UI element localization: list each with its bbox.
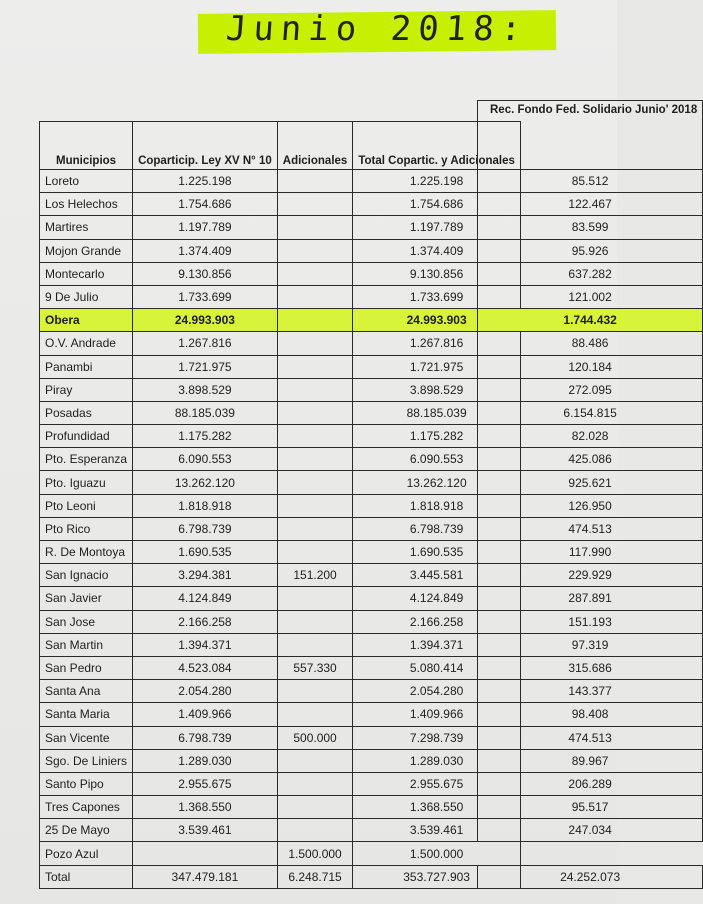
table-row (40, 796, 521, 819)
cell-total: 2.054.280 (353, 680, 521, 703)
cell-copart: 1.289.030 (133, 749, 278, 772)
cell-total: 3.539.461 (353, 819, 521, 842)
table-row (40, 726, 521, 749)
cell-municipio: Mojon Grande (40, 239, 133, 262)
cell-copart: 3.294.381 (133, 564, 278, 587)
side-row (478, 680, 703, 703)
table-row (40, 819, 521, 842)
cell-fondo: 272.095 (478, 378, 703, 401)
cell-adicionales: 557.330 (277, 656, 353, 679)
header-fondo: Rec. Fondo Fed. Solidario Junio' 2018 (478, 101, 703, 170)
cell-total: 1.394.371 (353, 633, 521, 656)
cell-adicionales (277, 471, 353, 494)
cell-fondo: 88.486 (478, 332, 703, 355)
table-row (40, 865, 521, 888)
cell-copart: 3.539.461 (133, 819, 278, 842)
cell-fondo: 315.686 (478, 656, 703, 679)
cell-fondo: 425.086 (478, 448, 703, 471)
cell-adicionales (277, 239, 353, 262)
table-row (40, 170, 521, 193)
page-title: Junio 2018: (224, 9, 530, 49)
side-row (478, 819, 703, 842)
table-row (40, 378, 521, 401)
side-row (478, 517, 703, 540)
cell-total: 1.733.699 (353, 285, 521, 308)
side-row (478, 425, 703, 448)
cell-copart: 6.090.553 (133, 448, 278, 471)
cell-total: 1.374.409 (353, 239, 521, 262)
table-row (40, 703, 521, 726)
table-row (40, 193, 521, 216)
cell-fondo: 95.517 (478, 796, 703, 819)
cell-fondo: 151.193 (478, 610, 703, 633)
side-row (478, 193, 703, 216)
cell-total: 9.130.856 (353, 262, 521, 285)
cell-adicionales (277, 587, 353, 610)
cell-total: 1.175.282 (353, 425, 521, 448)
table-row (40, 332, 521, 355)
cell-adicionales (277, 285, 353, 308)
cell-adicionales (277, 425, 353, 448)
cell-fondo: 126.950 (478, 494, 703, 517)
cell-adicionales (277, 772, 353, 795)
cell-total: 3.898.529 (353, 378, 521, 401)
cell-copart: 1.267.816 (133, 332, 278, 355)
cell-total: 4.124.849 (353, 587, 521, 610)
cell-copart: 2.955.675 (133, 772, 278, 795)
cell-municipio: Obera (40, 309, 133, 332)
cell-municipio: Martires (40, 216, 133, 239)
cell-municipio: Pto. Esperanza (40, 448, 133, 471)
cell-total: 1.267.816 (353, 332, 521, 355)
cell-copart: 6.798.739 (133, 517, 278, 540)
cell-adicionales (277, 517, 353, 540)
cell-copart: 1.197.789 (133, 216, 278, 239)
cell-copart: 88.185.039 (133, 401, 278, 424)
cell-adicionales (277, 610, 353, 633)
cell-copart: 1.394.371 (133, 633, 278, 656)
table-row (40, 564, 521, 587)
cell-copart: 4.124.849 (133, 587, 278, 610)
side-row (478, 170, 703, 193)
side-row (478, 448, 703, 471)
table-row (40, 309, 521, 332)
cell-adicionales (277, 819, 353, 842)
cell-fondo: 122.467 (478, 193, 703, 216)
cell-fondo: 95.926 (478, 239, 703, 262)
cell-fondo: 206.289 (478, 772, 703, 795)
side-row (478, 726, 703, 749)
cell-total: 1.289.030 (353, 749, 521, 772)
cell-municipio: San Vicente (40, 726, 133, 749)
cell-municipio: Pto. Iguazu (40, 471, 133, 494)
cell-fondo: 120.184 (478, 355, 703, 378)
cell-fondo: 89.967 (478, 749, 703, 772)
cell-copart: 1.690.535 (133, 541, 278, 564)
cell-municipio: Profundidad (40, 425, 133, 448)
side-row (478, 355, 703, 378)
cell-copart (133, 842, 278, 865)
cell-adicionales (277, 494, 353, 517)
table-row (40, 262, 521, 285)
cell-copart: 9.130.856 (133, 262, 278, 285)
table-row (40, 772, 521, 795)
side-row (478, 749, 703, 772)
side-row (478, 541, 703, 564)
table-row (40, 541, 521, 564)
cell-municipio: Piray (40, 378, 133, 401)
cell-municipio: Santa Ana (40, 680, 133, 703)
cell-total: 1.409.966 (353, 703, 521, 726)
cell-adicionales (277, 401, 353, 424)
cell-municipio: Pozo Azul (40, 842, 133, 865)
cell-total: 5.080.414 (353, 656, 521, 679)
cell-total: 1.368.550 (353, 796, 521, 819)
cell-municipio: San Pedro (40, 656, 133, 679)
cell-copart: 1.175.282 (133, 425, 278, 448)
table-row (40, 401, 521, 424)
cell-fondo: 6.154.815 (478, 401, 703, 424)
cell-total: 88.185.039 (353, 401, 521, 424)
cell-municipio: Tres Capones (40, 796, 133, 819)
cell-total: 2.955.675 (353, 772, 521, 795)
cell-total: 1.225.198 (353, 170, 521, 193)
cell-total: 3.445.581 (353, 564, 521, 587)
side-row (478, 239, 703, 262)
cell-fondo: 121.002 (478, 285, 703, 308)
cell-adicionales (277, 193, 353, 216)
table-row (40, 587, 521, 610)
cell-municipio: San Ignacio (40, 564, 133, 587)
cell-fondo: 24.252.073 (478, 865, 703, 888)
cell-municipio: Posadas (40, 401, 133, 424)
side-row (478, 378, 703, 401)
cell-total: 1.818.918 (353, 494, 521, 517)
cell-adicionales (277, 541, 353, 564)
cell-copart: 2.166.258 (133, 610, 278, 633)
table-row (40, 656, 521, 679)
cell-copart: 24.993.903 (133, 309, 278, 332)
header-copart: Coparticip. Ley XV N° 10 (133, 122, 278, 170)
cell-fondo: 247.034 (478, 819, 703, 842)
cell-copart: 2.054.280 (133, 680, 278, 703)
cell-total: 1.500.000 (353, 842, 521, 865)
cell-municipio: 9 De Julio (40, 285, 133, 308)
cell-adicionales (277, 703, 353, 726)
cell-fondo: 97.319 (478, 633, 703, 656)
table-row (40, 448, 521, 471)
cell-copart: 4.523.084 (133, 656, 278, 679)
table-header-row (40, 122, 521, 170)
cell-copart: 1.754.686 (133, 193, 278, 216)
cell-total: 1.197.789 (353, 216, 521, 239)
table-row (40, 285, 521, 308)
cell-fondo (478, 842, 703, 865)
side-row (478, 564, 703, 587)
side-row (478, 401, 703, 424)
cell-municipio: Pto Rico (40, 517, 133, 540)
table-row (40, 216, 521, 239)
cell-adicionales (277, 448, 353, 471)
cell-total: 24.993.903 (353, 309, 521, 332)
cell-fondo: 229.929 (478, 564, 703, 587)
side-row (478, 471, 703, 494)
cell-municipio: Santa Maria (40, 703, 133, 726)
side-row (478, 842, 703, 865)
cell-municipio: Loreto (40, 170, 133, 193)
cell-fondo: 85.512 (478, 170, 703, 193)
side-row (478, 587, 703, 610)
cell-copart: 6.798.739 (133, 726, 278, 749)
table-row (40, 610, 521, 633)
cell-municipio: Pto Leoni (40, 494, 133, 517)
cell-fondo: 117.990 (478, 541, 703, 564)
cell-municipio: O.V. Andrade (40, 332, 133, 355)
side-row (478, 656, 703, 679)
cell-adicionales (277, 680, 353, 703)
cell-fondo: 474.513 (478, 726, 703, 749)
side-row (478, 796, 703, 819)
side-row (478, 332, 703, 355)
cell-adicionales (277, 262, 353, 285)
cell-copart: 1.818.918 (133, 494, 278, 517)
cell-copart: 1.409.966 (133, 703, 278, 726)
cell-adicionales (277, 633, 353, 656)
side-header-row (478, 101, 703, 170)
side-row (478, 865, 703, 888)
side-row (478, 772, 703, 795)
table-row (40, 680, 521, 703)
side-row (478, 610, 703, 633)
handwritten-title (198, 2, 556, 56)
side-row (478, 494, 703, 517)
cell-municipio: San Javier (40, 587, 133, 610)
table-row (40, 494, 521, 517)
cell-adicionales: 500.000 (277, 726, 353, 749)
cell-copart: 1.733.699 (133, 285, 278, 308)
fondo-solidario-table (477, 100, 703, 889)
cell-adicionales (277, 378, 353, 401)
cell-adicionales (277, 332, 353, 355)
table-row (40, 425, 521, 448)
cell-total: 2.166.258 (353, 610, 521, 633)
coparticipation-table (39, 121, 521, 889)
cell-adicionales (277, 796, 353, 819)
cell-adicionales: 151.200 (277, 564, 353, 587)
header-municipios: Municipios (40, 122, 133, 170)
cell-municipio: Panambi (40, 355, 133, 378)
table-row (40, 749, 521, 772)
cell-fondo: 98.408 (478, 703, 703, 726)
cell-fondo: 474.513 (478, 517, 703, 540)
cell-municipio: 25 De Mayo (40, 819, 133, 842)
cell-copart: 1.225.198 (133, 170, 278, 193)
cell-fondo: 1.744.432 (478, 309, 703, 332)
side-row (478, 285, 703, 308)
table-row (40, 633, 521, 656)
table-row (40, 842, 521, 865)
cell-municipio: San Martin (40, 633, 133, 656)
cell-copart: 13.262.120 (133, 471, 278, 494)
table-row (40, 239, 521, 262)
cell-adicionales (277, 749, 353, 772)
cell-copart: 347.479.181 (133, 865, 278, 888)
cell-total: 1.690.535 (353, 541, 521, 564)
cell-adicionales: 6.248.715 (277, 865, 353, 888)
side-row (478, 216, 703, 239)
cell-fondo: 925.621 (478, 471, 703, 494)
table-row (40, 471, 521, 494)
cell-adicionales: 1.500.000 (277, 842, 353, 865)
header-total: Total Copartic. y Adicionales (353, 122, 521, 170)
cell-municipio: Sgo. De Liniers (40, 749, 133, 772)
cell-total: 13.262.120 (353, 471, 521, 494)
cell-copart: 1.721.975 (133, 355, 278, 378)
cell-fondo: 287.891 (478, 587, 703, 610)
cell-municipio: Santo Pipo (40, 772, 133, 795)
cell-total: 7.298.739 (353, 726, 521, 749)
cell-municipio: R. De Montoya (40, 541, 133, 564)
side-row (478, 703, 703, 726)
cell-copart: 1.368.550 (133, 796, 278, 819)
table-row (40, 517, 521, 540)
cell-municipio: Montecarlo (40, 262, 133, 285)
cell-fondo: 83.599 (478, 216, 703, 239)
table-row (40, 355, 521, 378)
cell-municipio: Los Helechos (40, 193, 133, 216)
cell-fondo: 143.377 (478, 680, 703, 703)
cell-fondo: 637.282 (478, 262, 703, 285)
cell-adicionales (277, 355, 353, 378)
cell-total: 353.727.903 (353, 865, 521, 888)
cell-total: 1.754.686 (353, 193, 521, 216)
cell-municipio: Total (40, 865, 133, 888)
cell-copart: 3.898.529 (133, 378, 278, 401)
cell-total: 6.798.739 (353, 517, 521, 540)
side-row (478, 309, 703, 332)
cell-total: 6.090.553 (353, 448, 521, 471)
header-adicionales: Adicionales (277, 122, 353, 170)
cell-municipio: San Jose (40, 610, 133, 633)
cell-copart: 1.374.409 (133, 239, 278, 262)
cell-adicionales (277, 216, 353, 239)
cell-adicionales (277, 170, 353, 193)
cell-fondo: 82.028 (478, 425, 703, 448)
cell-total: 1.721.975 (353, 355, 521, 378)
side-row (478, 262, 703, 285)
side-row (478, 633, 703, 656)
cell-adicionales (277, 309, 353, 332)
